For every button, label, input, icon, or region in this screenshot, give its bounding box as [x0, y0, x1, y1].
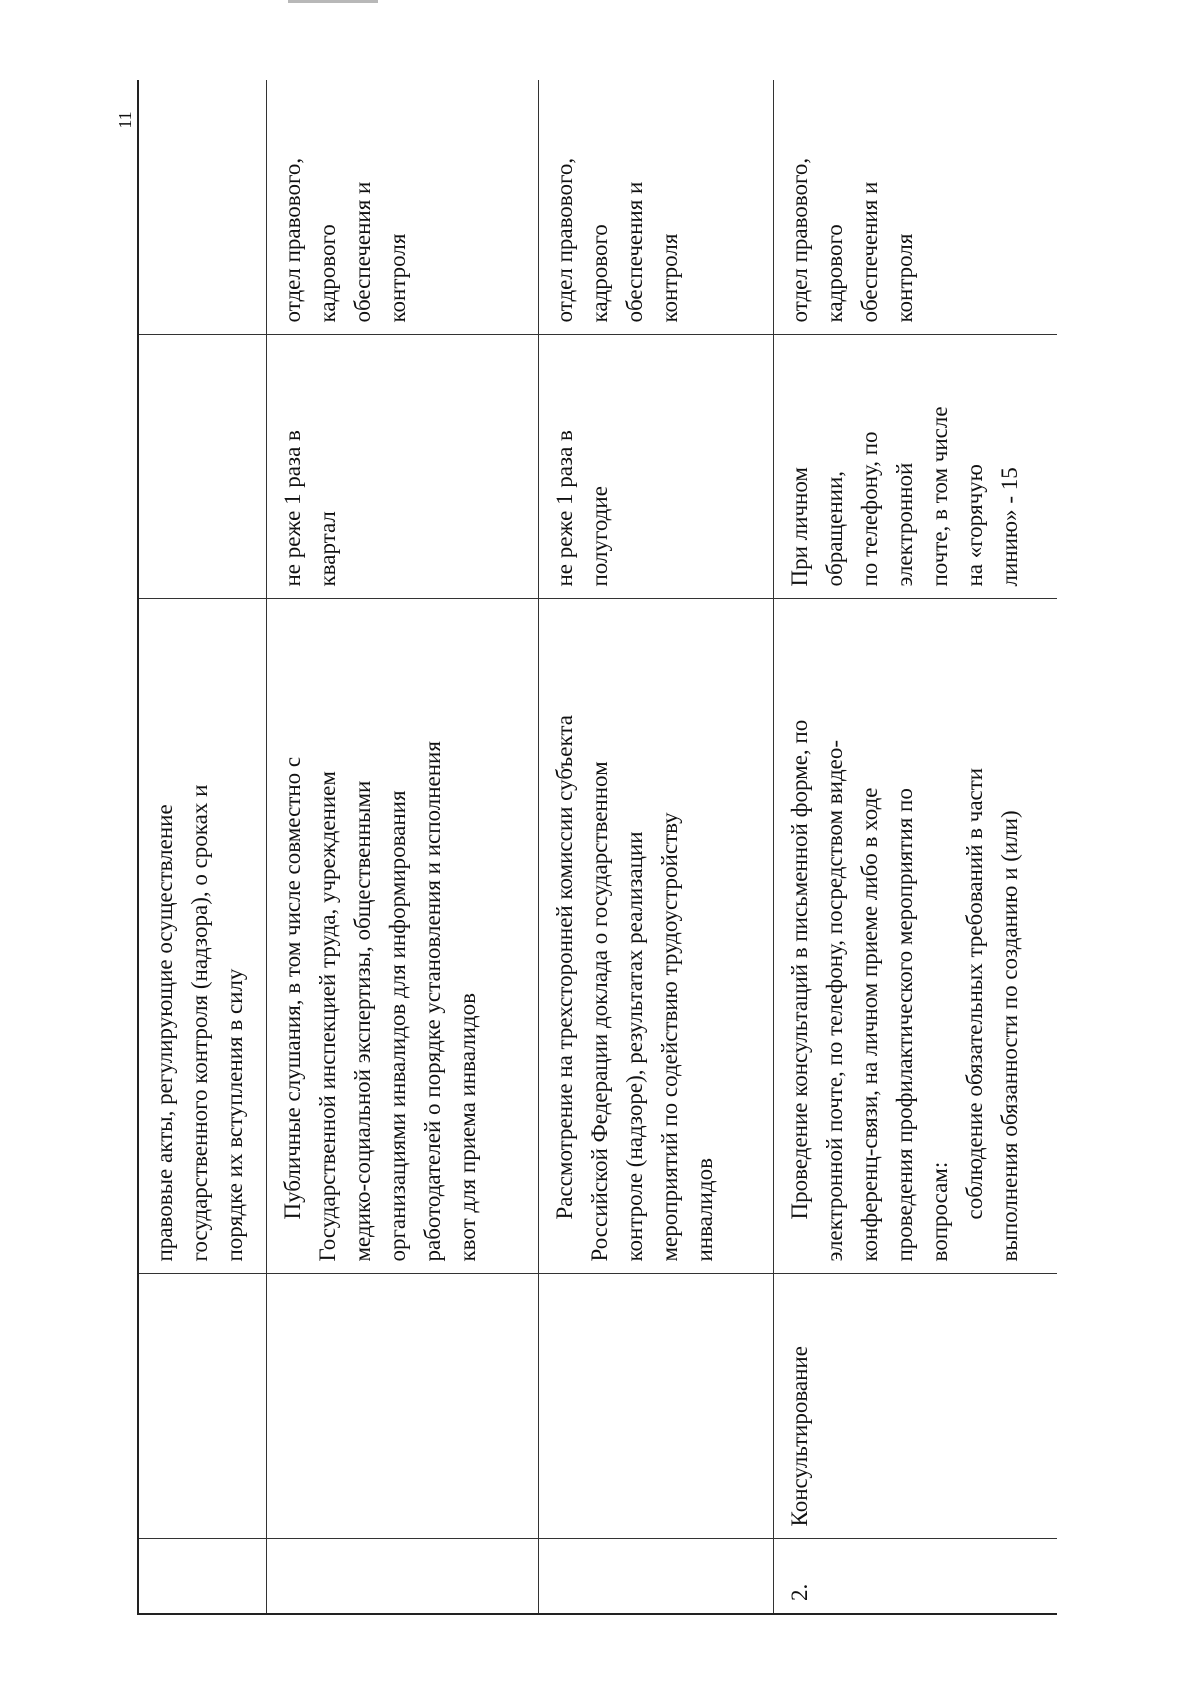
- cell-text-line: обеспечения и: [621, 181, 647, 323]
- cell-number: [266, 1539, 538, 1614]
- cell-text-line: квартал: [314, 511, 340, 587]
- scan-artifact-mark: [288, 0, 378, 3]
- cell-text-line: организациями инвалидов для информирования: [384, 790, 410, 1262]
- cell-measure-type: [138, 1274, 266, 1539]
- rotated-table-frame: [137, 80, 1057, 1615]
- cell-number: 2.: [773, 1539, 1057, 1614]
- cell-text-line: контроля: [891, 233, 917, 323]
- cell-frequency: [138, 335, 266, 599]
- cell-text-line: отдел правового,: [786, 157, 812, 323]
- measures-table: [137, 80, 1057, 1615]
- cell-frequency: [773, 335, 1057, 599]
- cell-text-line: мероприятий по содействию трудоустройству: [656, 812, 682, 1262]
- cell-text-line: вопросам:: [926, 1161, 952, 1262]
- cell-text-line: электронной почте, по телефону, посредством видео-: [821, 739, 847, 1262]
- cell-number: [138, 1539, 266, 1614]
- table-row: [138, 80, 266, 1614]
- cell-text-line: конференц-связи, на личном приеме либо в ходе: [856, 787, 882, 1262]
- cell-text-line: по телефону, по: [856, 431, 882, 587]
- cell-text-line: Рассмотрение на трехсторонней комиссии субъекта: [551, 715, 577, 1220]
- cell-text-line: кадрового: [821, 224, 847, 323]
- cell-text-line: полугодие: [586, 486, 612, 587]
- cell-text-line: контроля: [656, 233, 682, 323]
- cell-text-line: отдел правового,: [551, 157, 577, 323]
- cell-text-line: не реже 1 раза в: [279, 430, 305, 587]
- cell-number: [538, 1539, 773, 1614]
- cell-text-line: контроля: [384, 233, 410, 323]
- cell-text-line: Публичные слушания, в том числе совместно с: [279, 756, 305, 1220]
- cell-text-line: не реже 1 раза в: [551, 430, 577, 587]
- cell-responsible: [538, 80, 773, 335]
- page-number: 11: [115, 111, 135, 129]
- table-container: [137, 80, 1057, 1615]
- cell-frequency: [266, 335, 538, 599]
- cell-description: [538, 599, 773, 1274]
- table-row: [538, 80, 773, 1614]
- cell-text-line: отдел правового,: [279, 157, 305, 323]
- cell-frequency: [538, 335, 773, 599]
- cell-description: [773, 599, 1057, 1274]
- cell-text-line: квот для приема инвалидов: [454, 993, 480, 1262]
- cell-text-line: на «горячую: [961, 464, 987, 587]
- cell-text-line: Проведение консультаций в письменной форме, по: [786, 719, 812, 1220]
- cell-description: [138, 599, 266, 1274]
- cell-text-line: контроле (надзоре), результатах реализации: [621, 831, 647, 1262]
- cell-description: [266, 599, 538, 1274]
- table-row: [266, 80, 538, 1614]
- cell-text-line: электронной: [891, 462, 917, 587]
- cell-text-line: кадрового: [586, 224, 612, 323]
- cell-text-line: соблюдение обязательных требований в части: [961, 767, 987, 1220]
- cell-responsible: [138, 80, 266, 335]
- cell-responsible: [266, 80, 538, 335]
- cell-text-line: линию» - 15: [996, 467, 1022, 587]
- cell-measure-type: Консультирование: [773, 1274, 1057, 1539]
- table-body: [138, 80, 1057, 1614]
- cell-text-line: обращении,: [821, 470, 847, 587]
- cell-text-line: государственного контроля (надзора), о сроках и: [187, 784, 212, 1262]
- cell-text-line: Государственной инспекцией труда, учреждением: [314, 771, 340, 1262]
- cell-text-line: выполнения обязанности по созданию и (или): [996, 810, 1022, 1262]
- cell-responsible: [773, 80, 1057, 335]
- cell-text-line: кадрового: [314, 224, 340, 323]
- cell-measure-type: [538, 1274, 773, 1539]
- cell-text-line: почте, в том числе: [926, 406, 952, 587]
- cell-text-line: проведения профилактического мероприятия по: [891, 788, 917, 1262]
- cell-text-line: медико-социальной экспертизы, общественными: [349, 780, 375, 1262]
- cell-text-line: правовые акты, регулирующие осуществление: [152, 804, 177, 1262]
- cell-text-line: обеспечения и: [856, 181, 882, 323]
- table-row: [773, 80, 1057, 1614]
- cell-text-line: обеспечения и: [349, 181, 375, 323]
- cell-text-line: При личном: [786, 467, 812, 587]
- cell-text-line: инвалидов: [691, 1158, 717, 1262]
- cell-text-line: порядке их вступления в силу: [222, 968, 247, 1262]
- cell-measure-type: [266, 1274, 538, 1539]
- cell-text-line: работодателей о порядке установления и исполнения: [419, 741, 445, 1262]
- cell-text-line: Российской Федерации доклада о государственном: [586, 761, 612, 1262]
